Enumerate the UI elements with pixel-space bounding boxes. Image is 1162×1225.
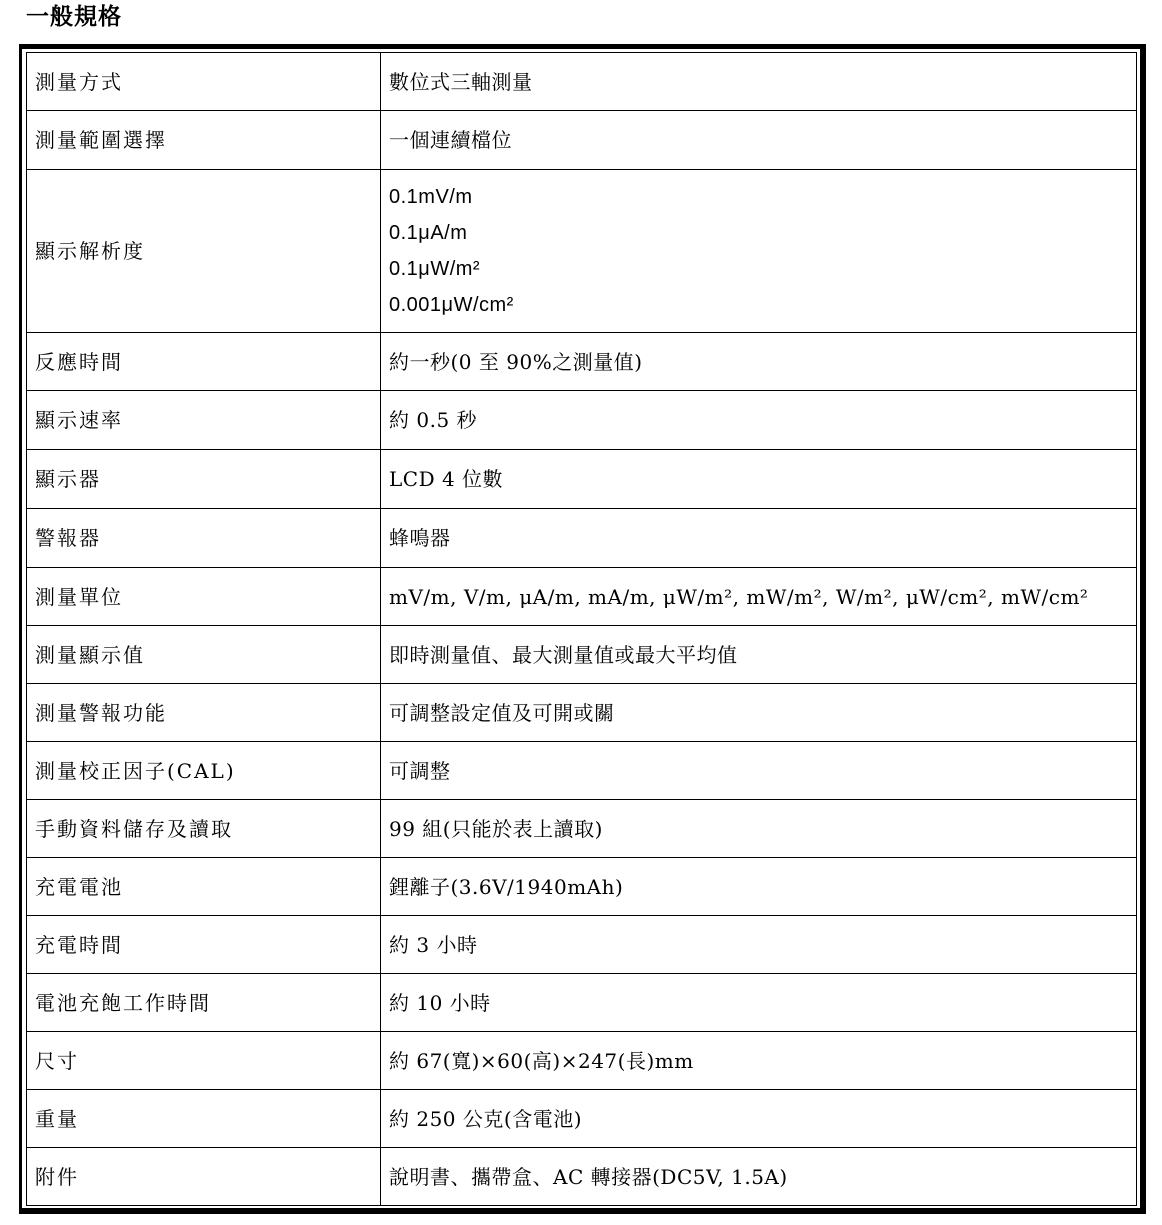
table-row <box>27 333 1137 391</box>
spec-value: 鋰離子(3.6V/1940mAh) <box>381 858 1137 916</box>
spec-value: 即時測量值、最大測量值或最大平均值 <box>381 626 1137 684</box>
spec-label: 重量 <box>27 1090 381 1148</box>
spec-value-multiline <box>381 170 1137 333</box>
table-row <box>27 1090 1137 1148</box>
table-row <box>27 170 1137 333</box>
resolution-line: 0.1μW/m² <box>389 258 481 280</box>
spec-label: 充電時間 <box>27 916 381 974</box>
spec-value: 約 3 小時 <box>381 916 1137 974</box>
table-row <box>27 858 1137 916</box>
spec-label: 尺寸 <box>27 1032 381 1090</box>
spec-label: 附件 <box>27 1148 381 1206</box>
table-row <box>27 1032 1137 1090</box>
table-row <box>27 1148 1137 1206</box>
table-row <box>27 450 1137 509</box>
table-row <box>27 800 1137 858</box>
spec-label: 顯示器 <box>27 450 381 509</box>
table-row <box>27 974 1137 1032</box>
spec-label: 電池充飽工作時間 <box>27 974 381 1032</box>
spec-label: 顯示速率 <box>27 391 381 450</box>
spec-value: mV/m, V/m, μA/m, mA/m, μW/m², mW/m², W/m², μW/cm², mW/cm² <box>381 568 1137 626</box>
table-row <box>27 684 1137 742</box>
spec-value: 99 組(只能於表上讀取) <box>381 800 1137 858</box>
table-row <box>27 53 1137 111</box>
resolution-line: 0.1μA/m <box>389 222 468 244</box>
spec-label: 測量方式 <box>27 53 381 111</box>
spec-label: 顯示解析度 <box>27 170 381 333</box>
spec-table-frame <box>19 44 1146 1214</box>
table-row <box>27 742 1137 800</box>
spec-value: 約 67(寬)×60(高)×247(長)mm <box>381 1032 1137 1090</box>
spec-value: 約 10 小時 <box>381 974 1137 1032</box>
spec-label: 反應時間 <box>27 333 381 391</box>
spec-label: 測量校正因子(CAL) <box>27 742 381 800</box>
table-row <box>27 391 1137 450</box>
table-row <box>27 916 1137 974</box>
resolution-line: 0.001μW/cm² <box>389 294 514 316</box>
spec-value: 說明書、攜帶盒、AC 轉接器(DC5V, 1.5A) <box>381 1148 1137 1206</box>
spec-label: 測量警報功能 <box>27 684 381 742</box>
spec-value: 約 0.5 秒 <box>381 391 1137 450</box>
spec-label: 測量單位 <box>27 568 381 626</box>
table-row <box>27 509 1137 568</box>
spec-value: 蜂鳴器 <box>381 509 1137 568</box>
spec-value: LCD 4 位數 <box>381 450 1137 509</box>
spec-value: 一個連續檔位 <box>381 111 1137 170</box>
spec-label: 警報器 <box>27 509 381 568</box>
spec-table <box>26 52 1137 1206</box>
spec-label: 手動資料儲存及讀取 <box>27 800 381 858</box>
spec-label: 充電電池 <box>27 858 381 916</box>
section-title: 一般規格 <box>26 3 122 30</box>
resolution-line: 0.1mV/m <box>389 186 473 208</box>
spec-value: 可調整設定值及可開或關 <box>381 684 1137 742</box>
table-row <box>27 626 1137 684</box>
spec-value: 約一秒(0 至 90%之測量值) <box>381 333 1137 391</box>
spec-label: 測量顯示值 <box>27 626 381 684</box>
spec-value: 約 250 公克(含電池) <box>381 1090 1137 1148</box>
table-row <box>27 568 1137 626</box>
spec-label: 測量範圍選擇 <box>27 111 381 170</box>
spec-value: 數位式三軸測量 <box>381 53 1137 111</box>
table-row <box>27 111 1137 170</box>
spec-value: 可調整 <box>381 742 1137 800</box>
